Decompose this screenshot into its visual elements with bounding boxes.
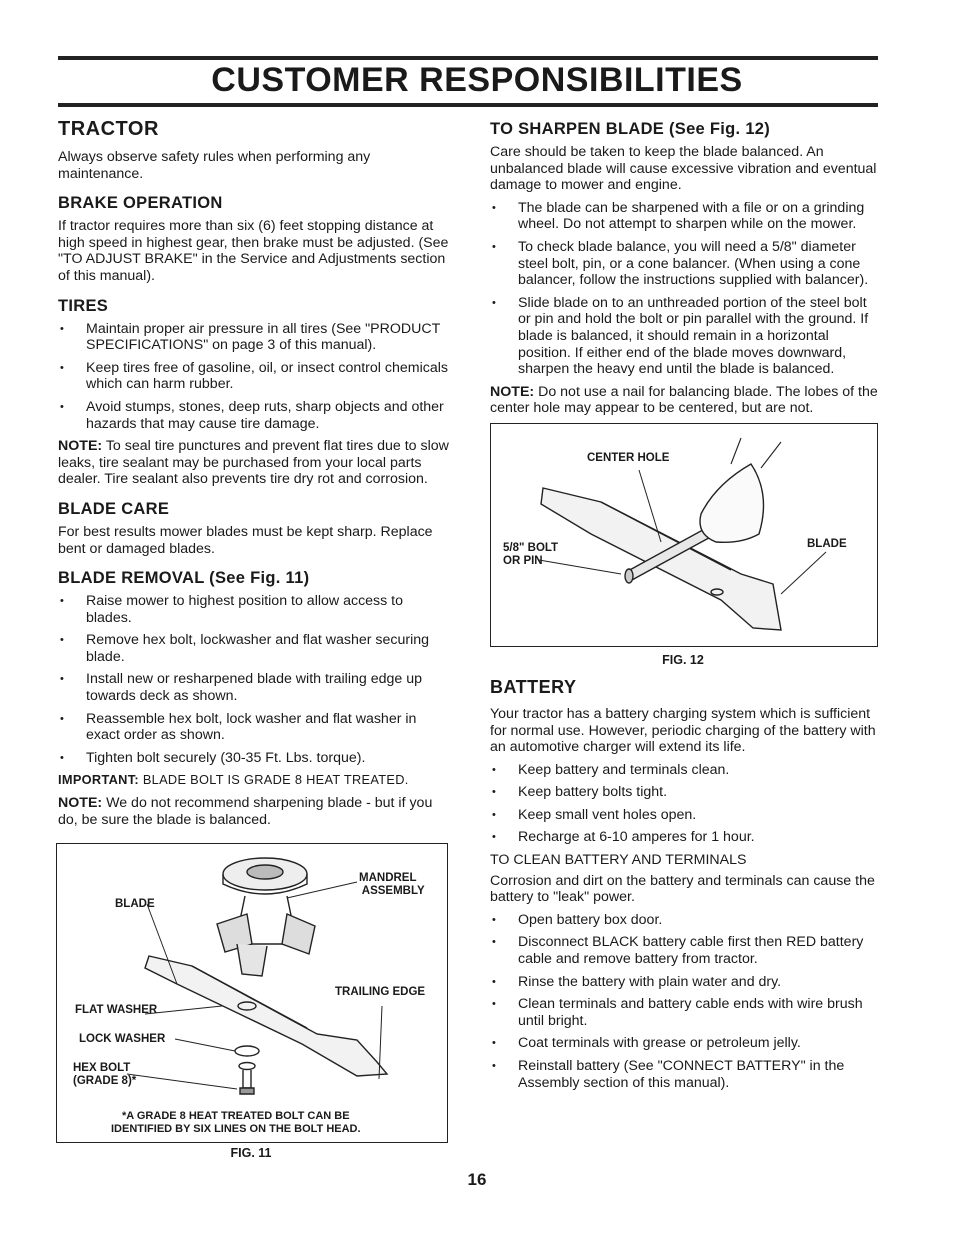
list-item: • Slide blade on to an unthreaded portion of the steel bolt or pin and hold the bolt or pin parallel with the ground. If blade is balanced, it should remain in a horizontal position. If either end of the blade moves downward, sharpen the heavy end until the blade is balanced. (490, 295, 880, 378)
page-number: 16 (467, 1170, 487, 1189)
list-item: • Reassemble hex bolt, lock washer and flat washer in exact order as shown. (58, 711, 450, 744)
note-text: Do not use a nail for balancing blade. The lobes of the center hole may appear to be centered, but are not. (490, 383, 878, 417)
list-item: • Reinstall battery (See "CONNECT BATTERY" in the Assembly section of this manual). (490, 1058, 880, 1091)
fig12-caption: FIG. 12 (662, 652, 704, 667)
list-item: • Keep battery bolts tight. (490, 784, 880, 801)
note-text: We do not recommend sharpening blade - but if you do, be sure the blade is balanced. (58, 795, 433, 828)
right-column (490, 118, 880, 1097)
clean-text: Corrosion and dirt on the battery and terminals can cause the battery to "leak" power. (490, 872, 875, 906)
list-item: • Raise mower to highest position to allow access to blades. (58, 593, 450, 626)
list-item: • Keep battery and terminals clean. (490, 762, 880, 779)
list-item: • Rinse the battery with plain water and dry. (490, 974, 880, 991)
list-item: • Recharge at 6-10 amperes for 1 hour. (490, 829, 880, 846)
fig12-center-hole-label: CENTER HOLE (587, 451, 670, 464)
fig11-caption: FIG. 11 (230, 1146, 272, 1160)
fig11-hex-bolt-label: HEX BOLT (GRADE 8)* (73, 1062, 137, 1087)
battery-heading: BATTERY (490, 676, 577, 697)
blade-care-text: For best results mower blades must be kept sharp. Replace bent or damaged blades. (58, 523, 433, 557)
sharpen-text: Care should be taken to keep the blade balanced. An unbalanced blade will cause excessive vibration and eventual damage to mower and engine. (490, 144, 877, 194)
fig12-blade-label: BLADE (807, 537, 847, 550)
tires-note (58, 438, 450, 488)
list-item: • Open battery box door. (490, 912, 880, 929)
removal-note (58, 795, 450, 828)
clean-heading: TO CLEAN BATTERY AND TERMINALS (490, 852, 747, 869)
list-item: • Clean terminals and battery cable ends with wire brush until bright. (490, 996, 880, 1029)
tractor-text: Always observe safety rules when performing any maintenance. (58, 149, 371, 182)
clean-list (490, 912, 880, 1091)
tractor-heading: TRACTOR (58, 118, 159, 140)
fig11-trailing-edge-label: TRAILING EDGE (335, 986, 426, 998)
important-text: BLADE BOLT IS GRADE 8 HEAT TREATED. (142, 772, 409, 788)
sharpen-note (490, 384, 880, 417)
sharpen-heading: TO SHARPEN BLADE (See Fig. 12) (490, 120, 771, 138)
list-item: • Install new or resharpened blade with trailing edge up towards deck as shown. (58, 671, 450, 704)
list-item: • Remove hex bolt, lockwasher and flat washer securing blade. (58, 632, 450, 665)
list-item: • Disconnect BLACK battery cable first then RED battery cable and remove battery from tractor. (490, 934, 880, 967)
left-column (58, 118, 450, 834)
fig12-bolt-label: 5/8" BOLT OR PIN (503, 541, 559, 567)
list-item: • Maintain proper air pressure in all tires (See "PRODUCT SPECIFICATIONS" on page 3 of this manual). (58, 321, 450, 354)
list-item: • Tighten bolt securely (30-35 Ft. Lbs. torque). (58, 750, 450, 767)
page-title: CUSTOMER RESPONSIBILITIES (211, 61, 743, 99)
title-rule-thick (58, 103, 878, 107)
note-label: NOTE: (58, 795, 103, 812)
figure-12 (490, 423, 878, 647)
sharpen-list (490, 200, 880, 378)
blade-balance-illustration (491, 424, 877, 646)
list-item: • The blade can be sharpened with a file or on a grinding wheel. Do not attempt to sharpen while on the mower. (490, 200, 880, 233)
important-notice (58, 772, 450, 789)
list-item: • To check blade balance, you will need a 5/8" diameter steel bolt, pin, or a cone balancer. (When using a cone balancer, follow the instructions supplied with balancer). (490, 239, 880, 289)
blade-care-heading: BLADE CARE (58, 499, 170, 518)
fig11-lock-washer-label: LOCK WASHER (79, 1033, 166, 1045)
note-label: NOTE: (58, 438, 103, 455)
brake-text: If tractor requires more than six (6) feet stopping distance at high speed in highest gear, then brake must be adjusted. (See "TO ADJUST BRAKE" in the Service and Adjustments section of this manual). (58, 218, 449, 284)
brake-heading: BRAKE OPERATION (58, 194, 223, 213)
tires-list (58, 321, 450, 433)
figure-11 (56, 843, 448, 1143)
note-label: NOTE: (490, 383, 535, 400)
important-label: IMPORTANT: (58, 772, 139, 788)
fig11-blade-label: BLADE (115, 898, 155, 910)
fig11-footnote: *A GRADE 8 HEAT TREATED BOLT CAN BE IDENTIFIED BY SIX LINES ON THE BOLT HEAD. (111, 1110, 361, 1135)
list-item: • Avoid stumps, stones, deep ruts, sharp objects and other hazards that may cause tire damage. (58, 399, 450, 432)
list-item: • Keep tires free of gasoline, oil, or insect control chemicals which can harm rubber. (58, 360, 450, 393)
blade-removal-list (58, 593, 450, 766)
tires-heading: TIRES (58, 296, 109, 315)
list-item: • Keep small vent holes open. (490, 807, 880, 824)
fig11-mandrel-label: MANDREL ASSEMBLY (359, 872, 425, 897)
list-item: • Coat terminals with grease or petroleum jelly. (490, 1035, 880, 1052)
battery-text: Your tractor has a battery charging system which is sufficient for normal use. However, periodic charging of the battery with an automotive charger will extend its life. (490, 705, 876, 756)
blade-removal-heading: BLADE REMOVAL (See Fig. 11) (58, 569, 310, 588)
fig11-flat-washer-label: FLAT WASHER (75, 1004, 158, 1016)
note-text: To seal tire punctures and prevent flat tires due to slow leaks, tire sealant may be purchased from your local parts dealer. Tire sealant also prevents tire dry rot and corrosion. (58, 438, 449, 488)
battery-list (490, 762, 880, 846)
